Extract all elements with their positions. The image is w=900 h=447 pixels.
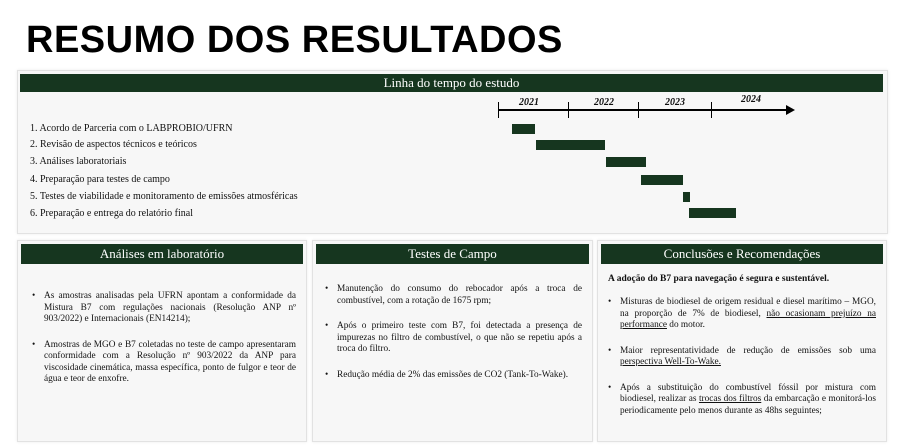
year-2024-label: 2024 [741,94,761,105]
field-item-1: • Manutenção do consumo do rebocador após a troca de combustível, com a rotação de 1675 rpm; [325,284,582,307]
task-3-label: 3. Análises laboratoriais [30,156,127,167]
field-tests-panel [312,240,593,442]
conclusions-item-3: • Após a substituição do combustível fóssil por mistura com biodiesel, realizar as trocas dos filtros da embarcação e monitorá-los periodicamente pelo menos durante as 48hs seguintes; [608,383,876,418]
conclusions-item-2: • Maior representatividade de redução de emissões sob uma perspectiva Well-To-Wake. [608,346,876,369]
conclusions-heading: Conclusões e Recomendações [601,244,883,264]
lab-heading: Análises em laboratório [21,244,303,264]
gantt-bar-task-2 [536,140,605,150]
year-2021-label: 2021 [519,97,539,108]
conclusions-lead: A adoção do B7 para navegação é segura e sustentável. [608,274,830,284]
lab-item-2: • Amostras de MGO e B7 coletadas no teste de campo apresentaram conformidade com a Resolução nº 903/2022 da ANP para viscosidade cinemática, massa específica, ponto de fulgor e teor de água e teor de enxofre. [32,340,296,386]
task-2-label: 2. Revisão de aspectos técnicos e teóricos [30,139,197,150]
gantt-bar-task-6 [689,208,736,218]
field-heading: Testes de Campo [316,244,589,264]
timeline-panel [17,70,888,234]
task-6-label: 6. Preparação e entrega do relatório final [30,208,193,219]
timeline-heading: Linha do tempo do estudo [20,74,883,92]
page-title: RESUMO DOS RESULTADOS [26,19,563,61]
conclusions-panel [597,240,887,442]
timeline-arrow-icon [786,105,795,115]
conclusions-item-1: • Misturas de biodiesel de origem residual e diesel marítimo – MGO, na proporção de 7% de biodiesel, não ocasionam prejuízo na performance do motor. [608,297,876,332]
gantt-bar-task-1 [512,124,535,134]
task-1-label: 1. Acordo de Parceria com o LABPROBIO/UFRN [30,123,233,134]
year-2023-label: 2023 [665,97,685,108]
field-item-2: • Após o primeiro teste com B7, foi detectada a presença de impurezas no filtro de combustível, o que não se repetiu após a troca do filtro. [325,321,582,356]
underline-no-performance-loss: não ocasionam prejuízo na performance [620,308,876,330]
underline-filter-changes: trocas dos filtros [698,394,762,404]
lab-analyses-panel [17,240,307,442]
gantt-bar-task-3 [606,157,646,167]
gantt-bar-task-5 [683,192,690,202]
timeline-axis [498,109,788,111]
task-4-label: 4. Preparação para testes de campo [30,174,170,185]
underline-well-to-wake: perspectiva Well-To-Wake. [620,357,721,367]
lab-item-1: • As amostras analisadas pela UFRN apontam a conformidade da Mistura B7 com regulações nacionais (Resolução ANP nº 903/2022) e Internacionais (EN14214); [32,291,296,326]
gantt-bar-task-4 [641,175,683,185]
task-5-label: 5. Testes de viabilidade e monitoramento de emissões atmosféricas [30,191,298,202]
year-2022-label: 2022 [594,97,614,108]
field-item-3: • Redução média de 2% das emissões de CO2 (Tank-To-Wake). [325,370,582,382]
